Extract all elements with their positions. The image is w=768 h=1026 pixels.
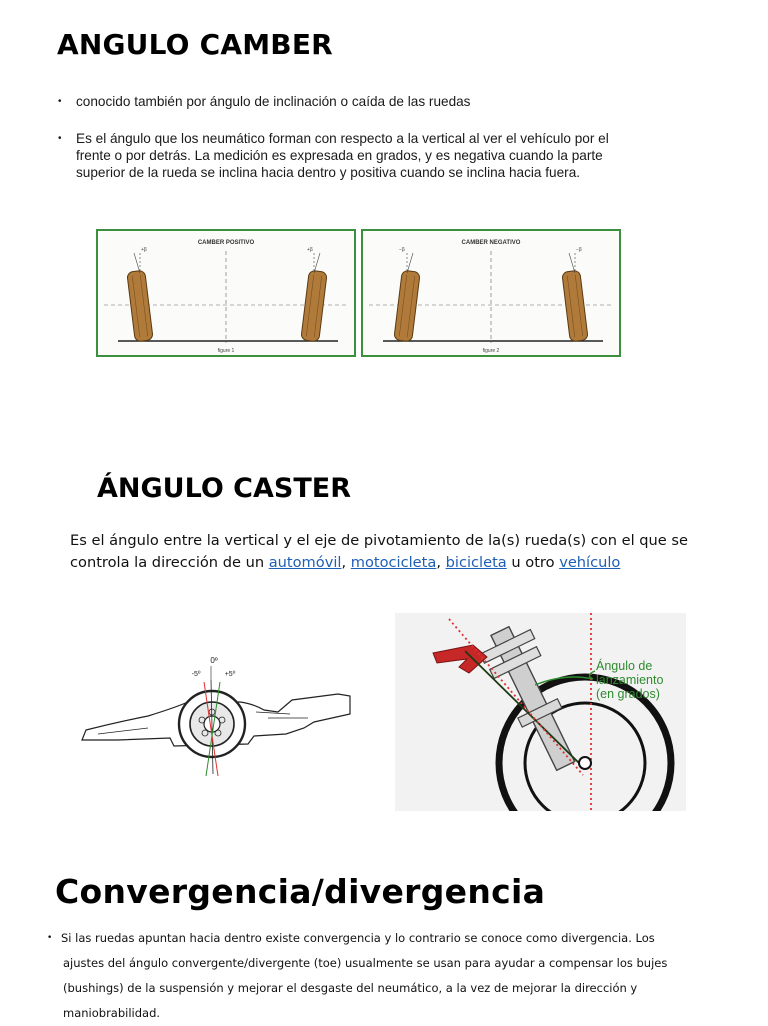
negative-mark-left: −β <box>399 247 405 253</box>
positive-mark-left: +β <box>141 247 147 253</box>
camber-bullet-2-text <box>76 130 609 181</box>
camber-bullet-2-line-3: superior de la rueda se inclina hacia dentro y positiva cuando se inclina hacia fuera. <box>76 165 581 180</box>
figure-2-caption: figure 2 <box>482 348 500 354</box>
link-automovil[interactable]: automóvil <box>268 554 342 571</box>
caster-desc-prefix: controla la dirección de un <box>70 554 269 571</box>
moto-angle-label-3: (en grados) <box>596 687 660 701</box>
camber-bullet-1-text: conocido también por ángulo de inclinación o caída de las ruedas <box>76 94 471 109</box>
left-wheel-negative <box>394 270 420 342</box>
convergencia-line-3: (bushings) de la suspensión y mejorar el desgaste del neumático, a la vez de mejorar la dirección y <box>63 981 638 995</box>
bullet-dot: • <box>47 933 53 943</box>
convergencia-line-1: Si las ruedas apuntan hacia dentro existe convergencia y lo contrario se conoce como divergencia. Los <box>61 931 655 945</box>
camber-title: ANGULO CAMBER <box>57 28 333 61</box>
figure-1-caption: figure 1 <box>217 348 235 354</box>
camber-bullet-2 <box>58 130 658 184</box>
moto-angle-label-1: Ángulo de <box>596 659 653 673</box>
separator: , <box>341 554 351 571</box>
camber-positive-figure <box>96 229 356 357</box>
camber-bullet-1 <box>58 93 698 111</box>
camber-positive-diagram <box>98 231 354 355</box>
positive-mark-right: +β <box>307 247 313 253</box>
camber-bullet-2-line-1: Es el ángulo que los neumático forman con respecto a la vertical al ver el vehículo por el <box>76 131 609 146</box>
right-wheel-negative <box>562 270 588 342</box>
caster-desc-line-2 <box>70 552 740 574</box>
caster-car-figure <box>78 652 354 778</box>
separator: , <box>436 554 446 571</box>
camber-positive-caption: CAMBER POSITIVO <box>197 240 255 246</box>
caster-minus-label: -5º <box>191 671 201 678</box>
convergencia-line-2: ajustes del ángulo convergente/divergente (toe) usualmente se usan para ayudar a compensar los bujes <box>63 956 668 970</box>
caster-desc-line-1: Es el ángulo entre la vertical y el eje de pivotamiento de la(s) rueda(s) con el que se <box>70 532 689 549</box>
link-motocicleta[interactable]: motocicleta <box>350 554 437 571</box>
camber-negative-diagram <box>363 231 619 355</box>
right-wheel-positive <box>301 270 327 342</box>
link-vehiculo[interactable]: vehículo <box>559 554 621 571</box>
caster-moto-diagram <box>395 613 686 811</box>
caster-zero-label: 0º <box>210 656 218 665</box>
left-wheel-positive <box>127 270 153 342</box>
caster-moto-figure <box>395 613 686 811</box>
camber-bullet-2-line-2: frente o por detrás. La medición es expresada en grados, y es negativa cuando la parte <box>76 148 603 163</box>
convergencia-bullet-text <box>61 926 721 1026</box>
negative-mark-right: −β <box>576 247 582 253</box>
link-bicicleta[interactable]: bicicleta <box>445 554 507 571</box>
convergencia-title: Convergencia/divergencia <box>55 872 546 911</box>
caster-title: ÁNGULO CASTER <box>97 473 351 504</box>
caster-plus-label: +5º <box>224 671 236 678</box>
caster-car-diagram <box>78 652 354 778</box>
moto-angle-label-2: lanzamiento <box>596 673 664 687</box>
bullet-dot: • <box>58 96 62 107</box>
bullet-dot: • <box>58 133 62 144</box>
camber-negative-caption: CAMBER NEGATIVO <box>461 240 521 246</box>
caster-desc-mid: u otro <box>506 554 560 571</box>
caster-description <box>70 530 740 574</box>
convergencia-line-4: maniobrabilidad. <box>63 1006 161 1020</box>
camber-negative-figure <box>361 229 621 357</box>
convergencia-bullet <box>47 926 727 1022</box>
